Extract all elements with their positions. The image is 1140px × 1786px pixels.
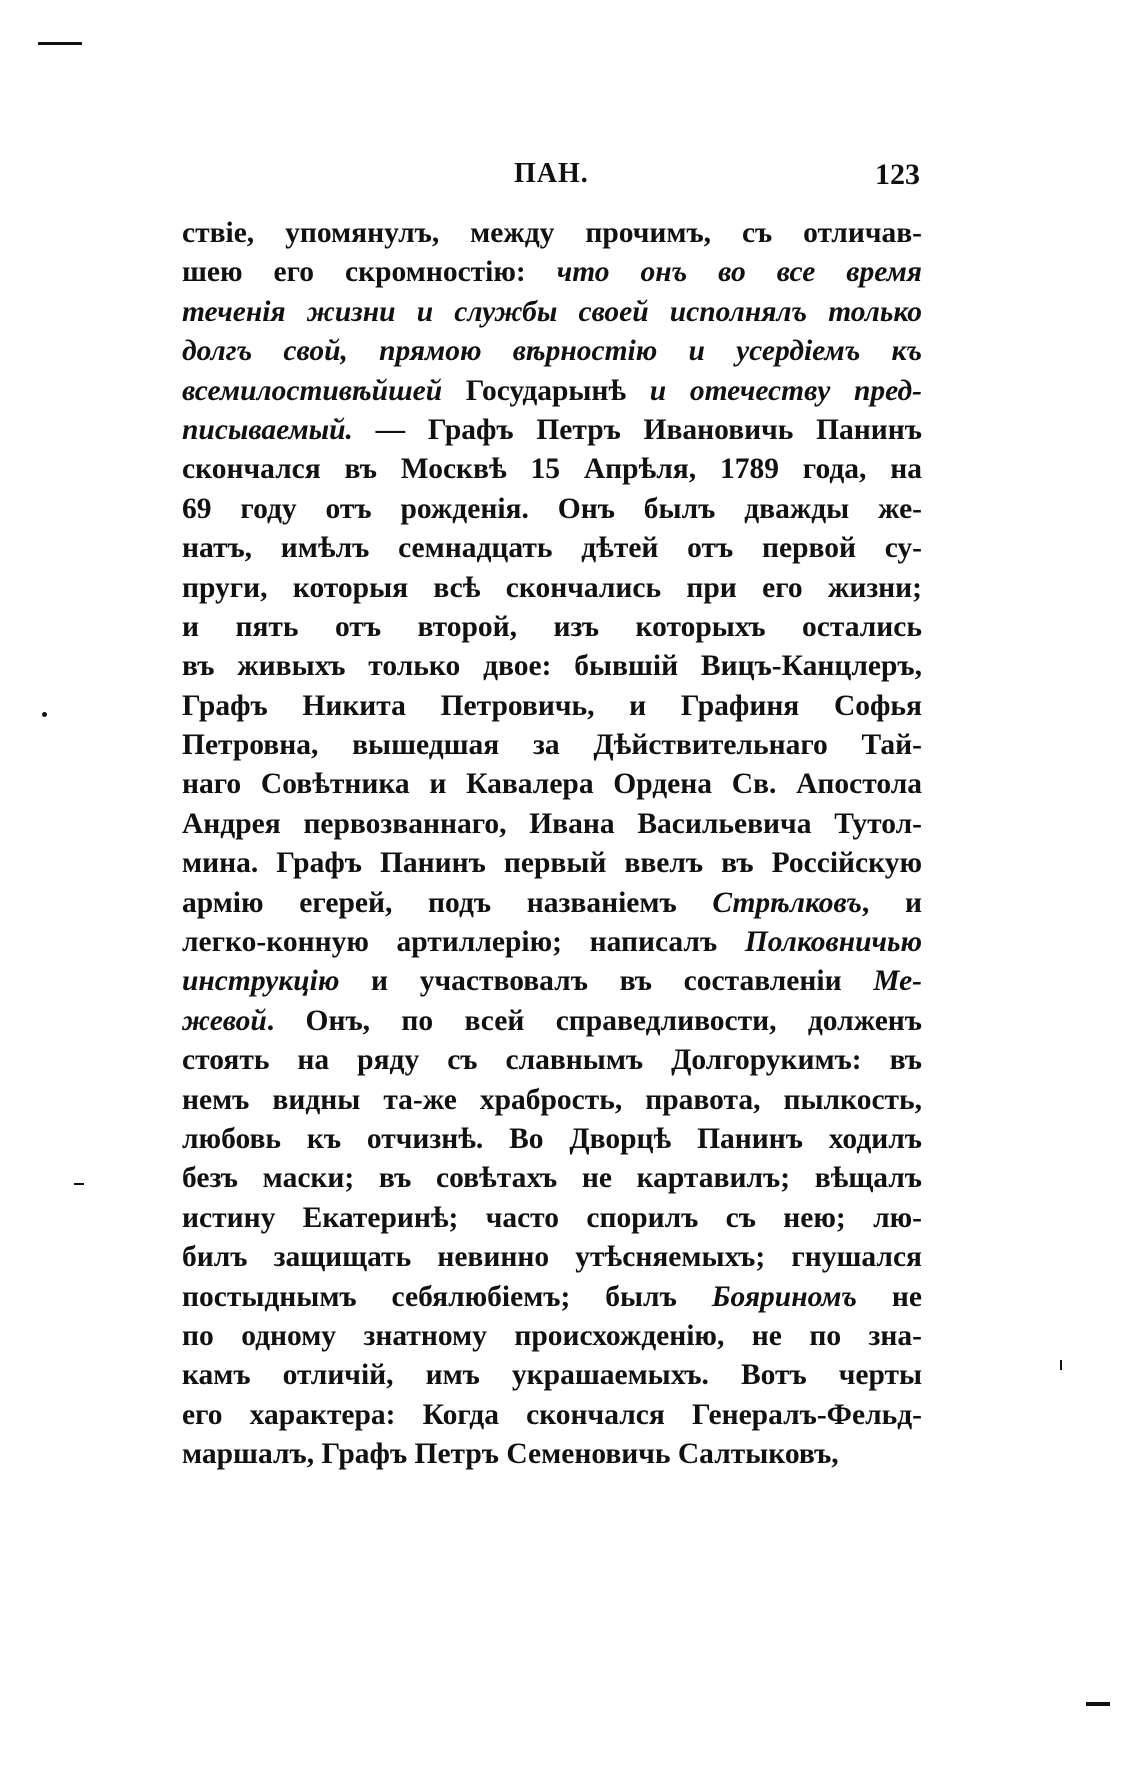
text-line <box>182 293 922 332</box>
text-line <box>182 214 922 253</box>
text-segment: и пять отъ второй, изъ которыхъ остались <box>182 610 922 643</box>
page-number: 123 <box>875 158 920 191</box>
italic-text: и отечеству пред- <box>649 374 922 407</box>
text-segment: Графъ Никита Петровичь, и Графиня Софья <box>182 689 922 722</box>
text-line <box>182 253 922 292</box>
text-segment: по одному знатному происхожденію, не по зна- <box>182 1319 922 1352</box>
italic-text: долгъ свой, прямою вѣрностію и усердіемъ къ <box>182 335 922 368</box>
text-line <box>182 1199 922 1238</box>
text-line <box>182 726 922 765</box>
text-segment: немъ видны та-же храбрость, правота, пылкость, <box>182 1083 922 1116</box>
text-segment: скончался въ Москвѣ 15 Апрѣля, 1789 года, на <box>182 453 922 486</box>
body-text <box>182 214 922 1475</box>
text-line <box>182 1435 922 1474</box>
text-segment: Государынѣ <box>465 374 650 407</box>
text-line <box>182 529 922 568</box>
text-line <box>182 884 922 923</box>
text-segment: натъ, имѣлъ семнадцать дѣтей отъ первой су- <box>182 532 922 565</box>
page-header <box>184 158 920 198</box>
scan-mark-right-tick <box>1060 1360 1062 1370</box>
text-segment: и участвовалъ въ составленіи <box>339 965 874 998</box>
text-segment: Петровна, вышедшая за Дѣйствительнаго Тай- <box>182 729 922 762</box>
text-line <box>182 1081 922 1120</box>
italic-text: что онъ во все время <box>556 256 922 289</box>
text-segment: ствіе, упомянулъ, между прочимъ, съ отличав- <box>182 217 922 249</box>
text-line <box>182 647 922 686</box>
text-segment: пруги, которыя всѣ скончались при его жизни; <box>182 571 922 604</box>
text-line <box>182 450 922 489</box>
text-line <box>182 332 922 371</box>
text-segment: . Онъ, по всей справедливости, долженъ <box>266 1004 922 1037</box>
italic-text: Полковничью <box>744 926 922 959</box>
scan-mark-top-left <box>38 42 82 45</box>
text-line <box>182 569 922 608</box>
text-segment: армію егерей, подъ названіемъ <box>182 886 713 919</box>
text-line <box>182 844 922 883</box>
scan-mark-left-dash <box>74 1183 84 1185</box>
text-line <box>182 1238 922 1277</box>
text-segment: — Графъ Петръ Ивановичь Панинъ <box>352 413 922 446</box>
running-head: ПАН. <box>514 158 589 189</box>
text-line <box>182 490 922 529</box>
text-segment: наго Совѣтника и Кавалера Ордена Св. Апостола <box>182 768 922 801</box>
text-segment: безъ маски; въ совѣтахъ не картавилъ; вѣщалъ <box>182 1162 922 1195</box>
text-line <box>182 1120 922 1159</box>
text-line <box>182 1356 922 1395</box>
italic-text: Бояриномъ <box>711 1280 857 1313</box>
text-segment: легко-конную артиллерію; написалъ <box>182 926 745 959</box>
text-line <box>182 1317 922 1356</box>
italic-text: теченія жизни и службы своей исполнялъ только <box>182 295 922 328</box>
text-line <box>182 962 922 1001</box>
text-line <box>182 608 922 647</box>
text-segment: 69 году отъ рожденія. Онъ былъ дважды же- <box>182 492 922 525</box>
text-segment: истину Екатеринѣ; часто спорилъ съ нею; лю- <box>182 1201 922 1234</box>
text-line <box>182 1041 922 1080</box>
text-line <box>182 1278 922 1317</box>
italic-text: писываемый. <box>182 413 353 446</box>
text-segment: камъ отличій, имъ украшаемыхъ. Вотъ черты <box>182 1359 922 1392</box>
italic-text: Стрѣлковъ <box>712 886 862 919</box>
scan-mark-left-dot <box>42 712 47 717</box>
text-line <box>182 1159 922 1198</box>
text-segment: любовь къ отчизнѣ. Во Дворцѣ Панинъ ходилъ <box>182 1122 922 1155</box>
text-line <box>182 411 922 450</box>
text-line <box>182 805 922 844</box>
text-segment: постыднымъ себялюбіемъ; былъ <box>182 1280 712 1313</box>
text-line <box>182 765 922 804</box>
text-segment: стоять на ряду съ славнымъ Долгорукимъ: въ <box>182 1044 922 1077</box>
text-segment: Андрея первозваннаго, Ивана Васильевича Тутол- <box>182 807 922 840</box>
italic-text: жевой <box>182 1004 267 1037</box>
scan-mark-bottom-right <box>1086 1702 1110 1706</box>
italic-text: всемилостивѣйшей <box>182 374 466 407</box>
italic-text: инструкцію <box>182 965 340 998</box>
text-segment: не <box>856 1280 923 1313</box>
text-segment: билъ защищать невинно утѣсняемыхъ; гнушался <box>182 1241 922 1274</box>
text-line <box>182 923 922 962</box>
text-segment: , и <box>861 886 922 919</box>
text-line <box>182 1396 922 1435</box>
text-segment: въ живыхъ только двое: бывшій Вицъ-Канцлеръ, <box>182 650 922 683</box>
text-segment: маршалъ, Графъ Петръ Семеновичь Салтыковъ, <box>182 1438 839 1471</box>
text-segment: его характера: Когда скончался Генералъ-Фельд- <box>182 1398 922 1431</box>
italic-text: Ме- <box>873 965 922 998</box>
text-line <box>182 372 922 411</box>
text-line <box>182 1002 922 1041</box>
text-segment: шею его скромностію: <box>182 256 557 289</box>
text-segment: мина. Графъ Панинъ первый ввелъ въ Россійскую <box>182 847 922 880</box>
text-line <box>182 687 922 726</box>
